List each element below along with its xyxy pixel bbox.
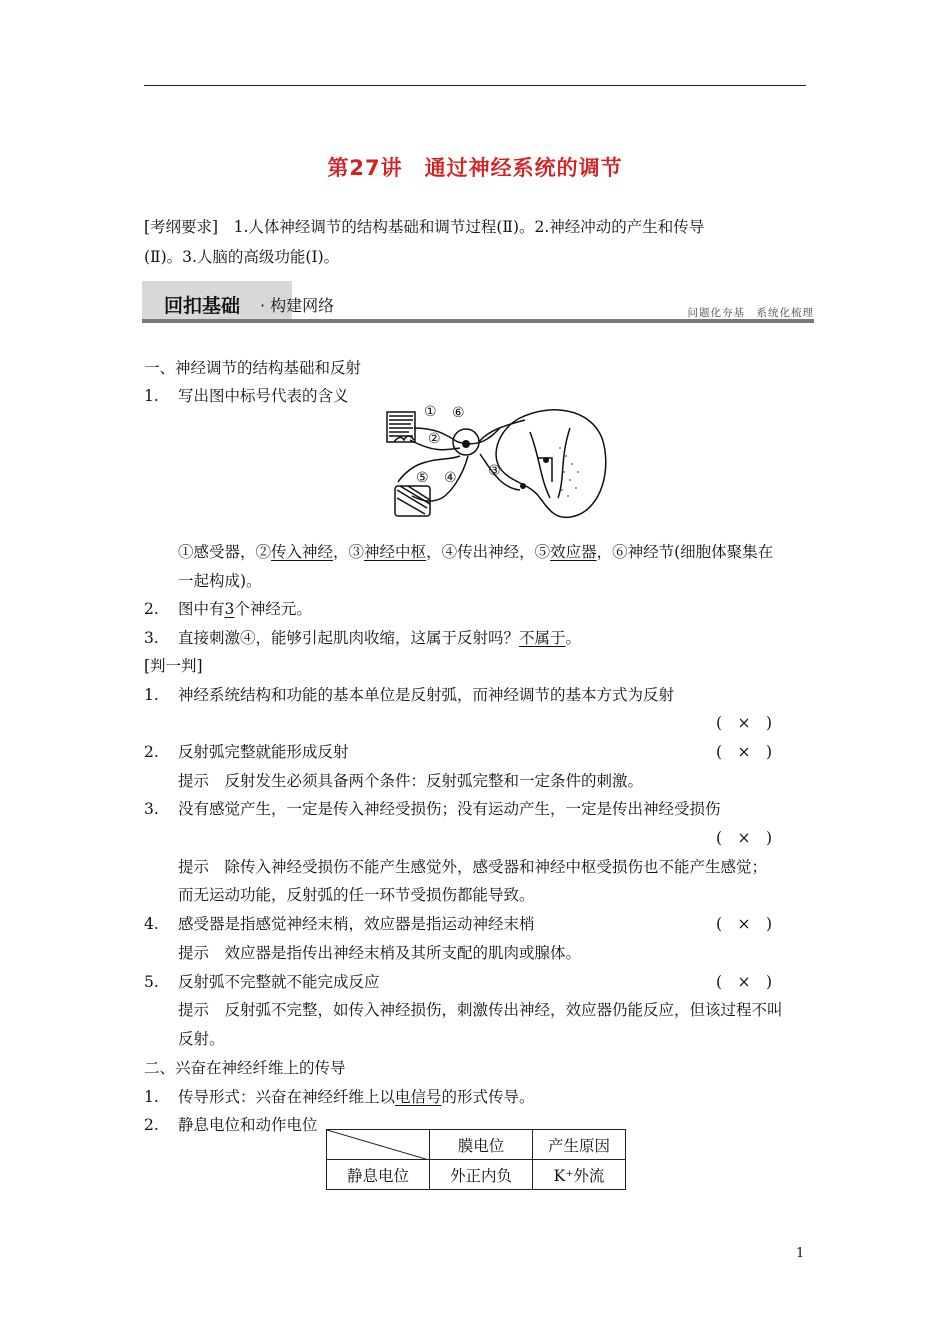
table-cell: 外正内负 [430,1160,533,1190]
answer-1-line-2: 一起构成)。 [178,572,262,590]
figure-label-4: ④ [444,470,457,486]
table-corner-cell [327,1130,430,1160]
figure-label-2: ② [428,431,441,447]
section2-heading: 二、兴奋在神经纤维上的传导 [144,1059,346,1077]
section1-q3: 3. 直接刺激④，能够引起肌肉收缩，这属于反射吗？不属于。 [144,629,582,647]
diagonal-line [327,1130,429,1160]
banner-right: 问题化夯基 系统化梳理 [687,307,814,319]
reflex-arc-figure [380,398,610,523]
spinal-cord [496,410,606,518]
page-number: 1 [796,1246,805,1261]
banner-main: 回扣基础 [164,295,241,317]
judge-hint-3: 提示 除传入神经受损伤不能产生感觉外，感受器和神经中枢受损伤也不能产生感觉； [178,858,768,876]
judge-mark-2: ( × ) [716,743,773,761]
requirements-line-1: [考纲要求] 1.人体神经调节的结构基础和调节过程(Ⅱ)。2.神经冲动的产生和传导 [144,218,705,236]
judge-mark-3: ( × ) [716,829,773,847]
judge-hint-5: 提示 反射弧不完整，如传入神经损伤，刺激传出神经，效应器仍能反应，但该过程不叫 [178,1001,783,1019]
exam-requirements [144,212,808,272]
judge-mark-1: ( × ) [716,714,773,732]
table-row [327,1160,626,1190]
table-cell: 静息电位 [327,1160,430,1190]
table-header-cell: 膜电位 [430,1130,533,1160]
section1-q1: 1. 写出图中标号代表的含义 [144,387,349,405]
figure-label-6: ⑥ [452,405,465,421]
judge-hint-5-line-2: 反射。 [178,1030,225,1048]
table-cell: K⁺外流 [533,1160,626,1190]
judge-item-2: 2. 反射弧完整就能形成反射 [144,743,349,761]
judge-heading: [判一判] [144,657,203,675]
table-header-cell: 产生原因 [533,1130,626,1160]
section2-q1: 1. 传导形式：兴奋在神经纤维上以电信号的形式传导。 [144,1088,535,1106]
judge-mark-4: ( × ) [716,915,773,933]
judge-mark-5: ( × ) [716,973,773,991]
section2-q2: 2. 静息电位和动作电位 [144,1116,318,1134]
judge-item-1: 1. 神经系统结构和功能的基本单位是反射弧，而神经调节的基本方式为反射 [144,686,675,704]
header-rule [144,85,806,86]
judge-item-4: 4. 感受器是指感觉神经末梢，效应器是指运动神经末梢 [144,915,535,933]
section-banner [142,281,814,323]
section1-q2: 2. 图中有3个神经元。 [144,600,312,618]
judge-hint-2: 提示 反射发生必须具备两个条件：反射弧完整和一定条件的刺激。 [178,772,644,790]
membrane-potential-table [326,1129,626,1190]
figure-label-3: ③ [488,463,501,479]
banner-sub: · 构建网络 [260,296,335,315]
table-header-row [327,1130,626,1160]
answer-1-line-1: ①感受器，②传入神经，③神经中枢，④传出神经，⑤效应器，⑥神经节(细胞体聚集在 [178,543,774,561]
figure-label-1: ① [424,404,437,420]
judge-item-3: 3. 没有感觉产生，一定是传入神经受损伤；没有运动产生，一定是传出神经受损伤 [144,800,721,818]
figure-label-5: ⑤ [416,470,429,486]
requirements-line-2: (Ⅱ)。3.人脑的高级功能(Ⅰ)。 [144,248,340,266]
judge-hint-4: 提示 效应器是指传出神经末梢及其所支配的肌肉或腺体。 [178,944,582,962]
judge-item-5: 5. 反射弧不完整就不能完成反应 [144,973,380,991]
page-title: 第27讲 通过神经系统的调节 [327,156,623,180]
judge-hint-3-line-2: 而无运动功能，反射弧的任一环节受损伤都能导致。 [178,886,535,904]
section1-heading: 一、神经调节的结构基础和反射 [144,359,362,377]
